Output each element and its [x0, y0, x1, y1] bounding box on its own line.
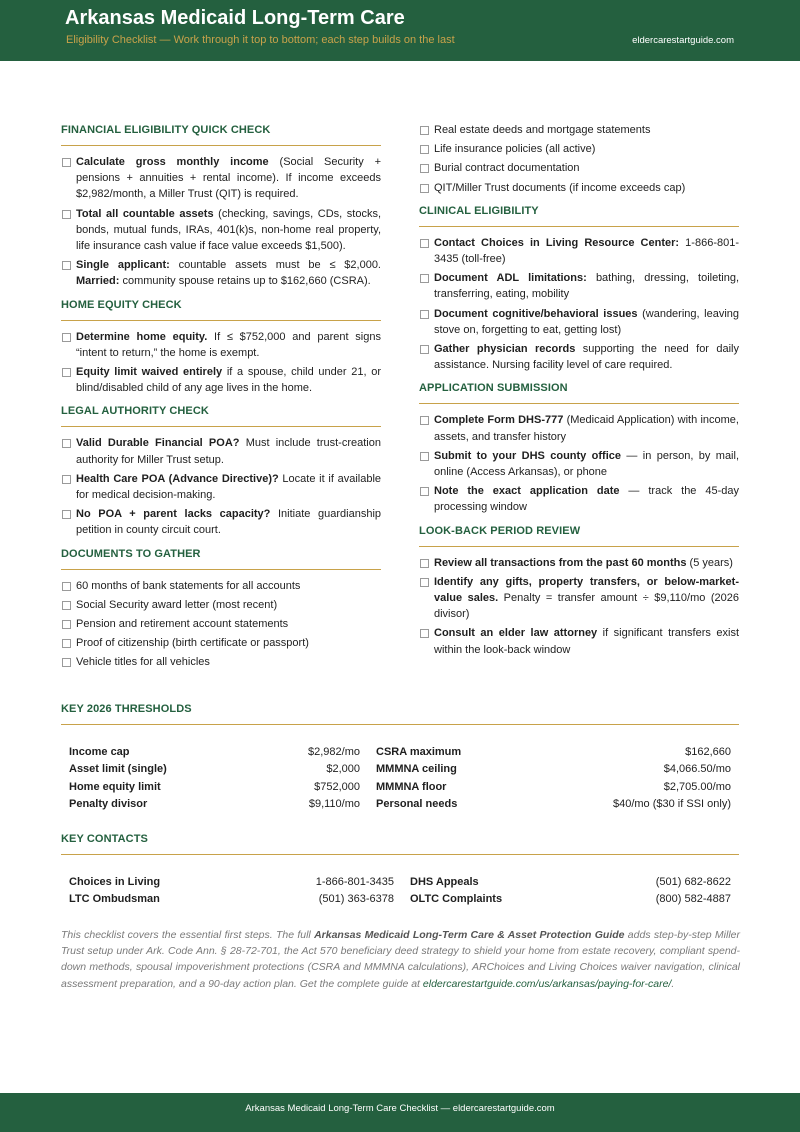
section-heading-application: APPLICATION SUBMISSION: [419, 379, 739, 404]
item-text: If ≤ $752,000 and parent signs “intent to return,” the home is exempt.: [76, 330, 381, 359]
checkbox[interactable]: [62, 158, 71, 167]
table-row: [61, 873, 739, 891]
table-row: [61, 778, 739, 796]
row-value: $752,000: [314, 780, 360, 793]
lookback-list: [419, 555, 739, 658]
contacts-section: [61, 830, 739, 908]
note-text: .: [671, 977, 675, 990]
item-text: — in person, by mail, online (Access Arkansas), or phone: [434, 449, 739, 479]
checkbox[interactable]: [420, 416, 429, 425]
checklist-item: [61, 154, 381, 203]
item-text: (Medicaid Application) with income, assets, and transfer history: [434, 414, 739, 443]
row-value: $2,705.00/mo: [663, 780, 731, 793]
section-heading-financial: FINANCIAL ELIGIBILITY QUICK CHECK: [61, 122, 381, 146]
checkbox[interactable]: [62, 582, 71, 591]
item-text: if a spouse, child under 21, or blind/disabled child of any age lives in the home.: [76, 366, 381, 395]
item-bold: Document ADL limitations:: [434, 272, 587, 285]
item-text: (checking, savings, CDs, stocks, bonds, mutual funds, IRAs, 401(k)s, non-home real property, life insurance cash value if face value exceeds $1,500).: [76, 207, 382, 253]
checkbox[interactable]: [62, 368, 71, 377]
item-text: community spouse retains up to $162,660 (CSRA).: [119, 275, 371, 288]
checklist-item: [61, 506, 381, 538]
row-key: Personal needs: [376, 798, 458, 811]
checkbox[interactable]: [62, 210, 71, 219]
item-text: Proof of citizenship (birth certificate or passport): [76, 637, 309, 650]
table-cell: [69, 781, 360, 793]
item-text: 60 months of bank statements for all accounts: [76, 579, 301, 592]
item-text: Pension and retirement account statements: [76, 618, 289, 631]
checkbox[interactable]: [62, 639, 71, 648]
checkbox[interactable]: [420, 164, 429, 173]
checkbox[interactable]: [420, 452, 429, 461]
checkbox[interactable]: [62, 333, 71, 342]
financial-list: [61, 154, 381, 290]
row-key: Income cap: [69, 745, 130, 758]
page-header: [0, 0, 800, 61]
thresholds-section: [61, 700, 739, 813]
item-text: — track the 45-day processing window: [434, 485, 739, 514]
row-key: MMMNA floor: [376, 780, 447, 793]
checkbox[interactable]: [420, 487, 429, 496]
item-text: (Social Security + pensions + annuities + rental income). If income exceeds $2,982/month, a Miller Trust (QIT) is required.: [76, 156, 381, 201]
item-bold: Total all countable assets: [76, 207, 214, 220]
guide-note: [61, 927, 740, 992]
checklist-item: [419, 180, 739, 196]
table-row: [61, 891, 739, 909]
row-key: Penalty divisor: [69, 798, 148, 811]
item-bold: Complete Form DHS-777: [434, 414, 564, 427]
row-key: CSRA maximum: [376, 745, 462, 758]
item-bold: Single applicant:: [76, 259, 170, 272]
checklist-item: [419, 625, 739, 657]
checklist-item: [419, 122, 739, 138]
item-text: Vehicle titles for all vehicles: [76, 656, 210, 669]
item-bold: No POA + parent lacks capacity?: [76, 508, 271, 521]
checkbox[interactable]: [420, 145, 429, 154]
table-cell: [69, 876, 394, 888]
checkbox[interactable]: [420, 578, 429, 587]
item-text: Locate it if available for medical decision-making.: [76, 472, 381, 502]
item-bold: Note the exact application date: [434, 485, 620, 498]
row-key: MMMNA ceiling: [376, 763, 457, 776]
contacts-table: [61, 873, 739, 908]
guide-link[interactable]: eldercarestartguide.com/us/arkansas/paying-for-care/: [422, 977, 672, 990]
checklist-item: [419, 483, 739, 515]
item-text: (5 years): [686, 556, 733, 569]
item-text: Life insurance policies (all active): [434, 143, 596, 156]
row-key: OLTC Complaints: [410, 893, 503, 906]
item-bold: Identify any gifts, property transfers, or below-market-value sales.: [434, 575, 739, 605]
item-text: QIT/Miller Trust documents (if income exceeds cap): [434, 181, 686, 194]
checklist-item: [419, 555, 739, 571]
item-text: (wandering, leaving stove on, forgetting to eat, getting lost): [434, 307, 739, 336]
checklist-item: [61, 435, 381, 467]
row-value: $40/mo ($30 if SSI only): [612, 798, 731, 811]
page-title: Arkansas Medicaid Long-Term Care: [65, 7, 405, 29]
section-heading-lookback: LOOK-BACK PERIOD REVIEW: [419, 522, 739, 547]
checkbox[interactable]: [420, 274, 429, 283]
item-bold: Review all transactions from the past 60 months: [434, 556, 687, 569]
item-bold: Submit to your DHS county office: [434, 449, 622, 462]
item-text: countable assets must be ≤ $2,000.: [169, 259, 381, 272]
checklist-item: [61, 329, 381, 361]
checkbox[interactable]: [420, 239, 429, 248]
table-cell: [376, 781, 731, 793]
checklist-item: [61, 635, 381, 651]
checklist-item: [61, 616, 381, 632]
checklist-item: [419, 306, 739, 338]
note-text: adds step-by-step Miller Trust setup under Ark. Code Ann. § 28-72-701, the Act 570 beneficiary deed strategy to shield your home from estate recovery, compliant spend-down methods, spousal impoverishment protections (CSRA and MMMNA calculations), ARChoices and Living Choices waiver navigation, clinical assessment preparation, and a 90-day action plan. Get the complete guide at: [61, 929, 740, 990]
checklist-item: [61, 471, 381, 503]
table-cell: [69, 763, 360, 775]
table-cell: [69, 798, 360, 810]
checkbox[interactable]: [420, 184, 429, 193]
checkbox[interactable]: [62, 510, 71, 519]
left-column: [61, 122, 381, 677]
checklist-item: [61, 654, 381, 670]
row-value: $9,110/mo: [308, 798, 360, 811]
item-text: Social Security award letter (most recent): [76, 598, 278, 611]
checkbox[interactable]: [62, 261, 71, 270]
right-column: [419, 122, 739, 664]
application-list: [419, 412, 739, 515]
section-heading-documents: DOCUMENTS TO GATHER: [61, 545, 381, 570]
home-equity-list: [61, 329, 381, 397]
item-text: Initiate guardianship petition in county circuit court.: [76, 508, 382, 537]
checkbox[interactable]: [62, 475, 71, 484]
item-text: Real estate deeds and mortgage statements: [434, 124, 651, 136]
section-heading-contacts: KEY CONTACTS: [61, 830, 739, 855]
guide-title: Arkansas Medicaid Long-Term Care & Asset Protection Guide: [314, 929, 625, 941]
note-text: This checklist covers the essential first steps. The full: [61, 929, 315, 941]
clinical-list: [419, 235, 739, 374]
checklist-item: [419, 574, 739, 623]
row-value: (501) 682-8622: [655, 875, 731, 888]
item-text: Must include trust-creation authority for Miller Trust setup.: [76, 437, 381, 466]
item-text: Burial contract documentation: [434, 162, 580, 175]
documents-list-continued: [419, 122, 739, 196]
table-cell: [376, 798, 731, 810]
checklist-item: [419, 160, 739, 176]
checkbox[interactable]: [62, 658, 71, 667]
checkbox[interactable]: [420, 629, 429, 638]
section-heading-clinical: CLINICAL ELIGIBILITY: [419, 202, 739, 227]
item-bold: Valid Durable Financial POA?: [76, 437, 240, 450]
page-subtitle: Eligibility Checklist — Work through it top to bottom; each step builds on the last: [66, 34, 455, 46]
item-text: if significant transfers exist within the look-back window: [434, 627, 739, 656]
table-row: [61, 743, 739, 761]
table-cell: [69, 746, 360, 758]
item-bold: Gather physician records: [434, 343, 576, 356]
item-bold: Determine home equity.: [76, 330, 208, 343]
item-bold: Contact Choices in Living Resource Center:: [434, 236, 680, 249]
section-heading-home-equity: HOME EQUITY CHECK: [61, 296, 381, 321]
row-value: $162,660: [685, 745, 731, 758]
section-heading-thresholds: KEY 2026 THRESHOLDS: [61, 700, 739, 725]
checklist-item: [61, 257, 381, 289]
checklist-item: [61, 578, 381, 594]
table-cell: [69, 893, 394, 905]
item-bold: Health Care POA (Advance Directive)?: [76, 472, 279, 485]
checkbox[interactable]: [420, 345, 429, 354]
footer-text: Arkansas Medicaid Long-Term Care Checklist — eldercarestartguide.com: [245, 1103, 555, 1114]
thresholds-table: [61, 743, 739, 813]
item-bold: Document cognitive/behavioral issues: [434, 307, 638, 320]
row-value: (800) 582-4887: [655, 893, 731, 906]
item-bold: Consult an elder law attorney: [434, 627, 598, 640]
item-text: bathing, dressing, toileting, transferring, eating, mobility: [434, 272, 740, 301]
row-key: LTC Ombudsman: [69, 893, 160, 906]
table-cell: [410, 876, 731, 888]
item-bold: Equity limit waived entirely: [76, 366, 223, 379]
row-key: Home equity limit: [69, 780, 161, 793]
table-cell: [376, 763, 731, 775]
table-row: [61, 796, 739, 814]
checklist-item: [419, 341, 739, 373]
table-row: [61, 761, 739, 779]
checkbox[interactable]: [62, 439, 71, 448]
checklist-item: [419, 270, 739, 302]
checkbox[interactable]: [62, 620, 71, 629]
checklist-item: [419, 235, 739, 267]
legal-list: [61, 435, 381, 538]
item-bold: Married:: [76, 275, 120, 288]
section-heading-legal: LEGAL AUTHORITY CHECK: [61, 402, 381, 427]
table-cell: [410, 893, 731, 905]
item-text: 1-866-801-3435 (toll-free): [434, 236, 739, 266]
item-text: Penalty = transfer amount ÷ $9,110/mo (2026 divisor): [434, 592, 739, 621]
row-key: Asset limit (single): [69, 763, 167, 776]
checklist-item: [61, 206, 381, 255]
page-footer: [0, 1093, 800, 1132]
checkbox[interactable]: [62, 601, 71, 610]
checklist-item: [419, 412, 739, 444]
row-key: Choices in Living: [69, 875, 161, 888]
row-value: 1-866-801-3435: [315, 875, 394, 888]
item-text: supporting the need for daily assistance. Nursing facility level of care required.: [434, 343, 739, 372]
header-url: eldercarestartguide.com: [632, 35, 734, 46]
checkbox[interactable]: [420, 126, 429, 135]
row-value: $2,000: [326, 763, 360, 776]
checkbox[interactable]: [420, 310, 429, 319]
checklist-item: [61, 364, 381, 396]
checkbox[interactable]: [420, 559, 429, 568]
checklist-item: [419, 448, 739, 480]
row-key: DHS Appeals: [410, 875, 479, 888]
documents-list: [61, 578, 381, 671]
item-bold: Calculate gross monthly income: [76, 156, 269, 168]
checklist-item: [61, 597, 381, 613]
row-value: (501) 363-6378: [318, 893, 394, 906]
table-cell: [376, 746, 731, 758]
row-value: $4,066.50/mo: [663, 763, 731, 776]
row-value: $2,982/mo: [308, 745, 360, 758]
checklist-item: [419, 141, 739, 157]
